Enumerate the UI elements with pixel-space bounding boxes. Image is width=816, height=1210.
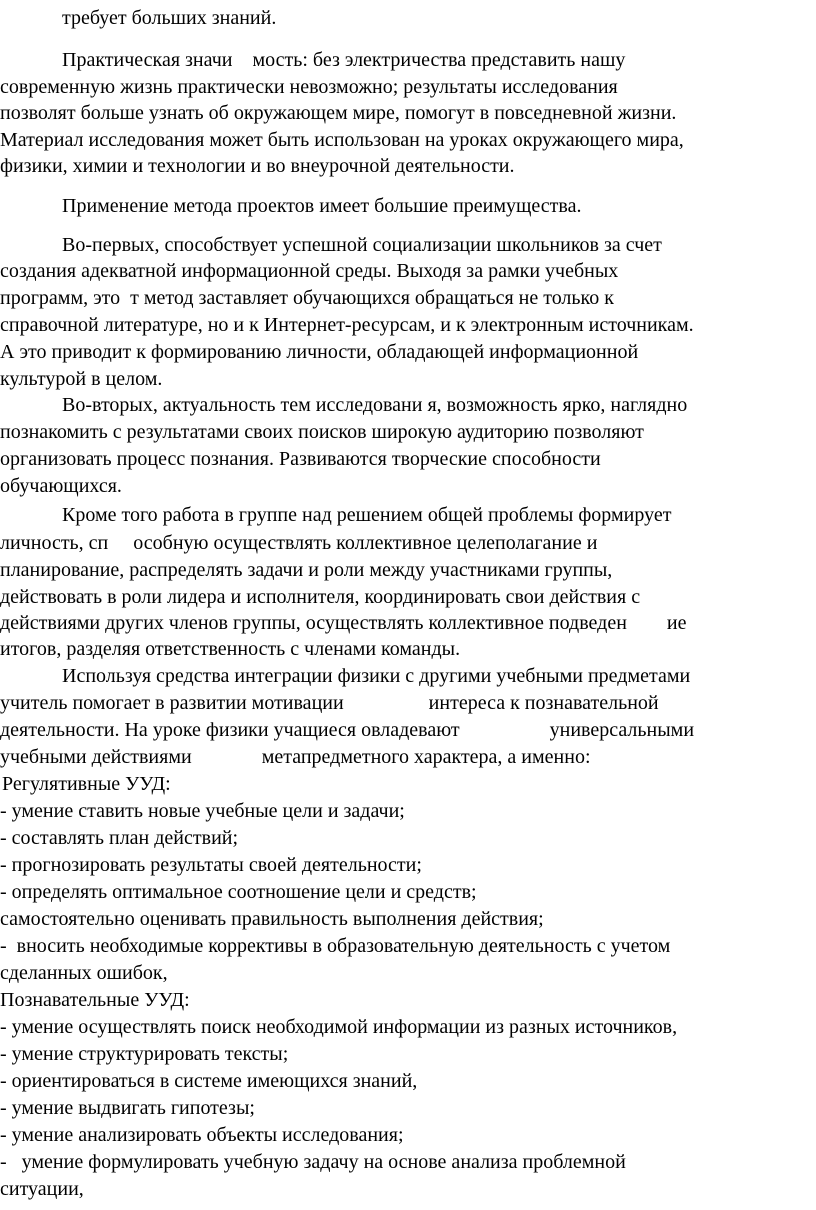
text-line: создания адекватной информационной среды. Выходя за рамки учебных — [0, 260, 619, 282]
text-line: требует больших знаний. — [62, 7, 277, 29]
text-line: физики, химии и технологии и во внеурочной деятельности. — [0, 155, 515, 177]
text-line: организовать процесс познания. Развиваются творческие способности — [0, 448, 601, 470]
list-item: - прогнозировать результаты своей деятельности; — [0, 854, 422, 876]
paragraph-project-method: Применение метода проектов имеет большие преимущества. — [62, 195, 582, 217]
heading-regulatory-uud: Регулятивные УУД: — [2, 773, 171, 795]
list-item: - вносить необходимые коррективы в образовательную деятельность с учетом — [0, 935, 671, 957]
list-item: самостоятельно оценивать правильность выполнения действия; — [0, 908, 544, 930]
paragraph-practical-significance: Практическая значи мость: без электричества представить нашу — [62, 49, 626, 71]
text-line: учитель помогает в развитии мотивации интереса к познавательной — [0, 692, 659, 714]
list-item: - составлять план действий; — [0, 827, 239, 849]
text-line: программ, это т метод заставляет обучающихся обращаться не только к — [0, 287, 614, 309]
text-line: культурой в целом. — [0, 368, 163, 390]
text-line: ситуации, — [0, 1178, 84, 1200]
text-line: справочной литературе, но и к Интернет-ресурсам, и к электронным источникам. — [0, 314, 694, 336]
paragraph-secondly: Во-вторых, актуальность тем исследовани я, возможность ярко, наглядно — [62, 394, 688, 416]
text-line: познакомить с результатами своих поисков широкую аудиторию позволяют — [0, 421, 644, 443]
list-item: - умение ставить новые учебные цели и задачи; — [0, 800, 405, 822]
text-line: сделанных ошибок, — [0, 962, 168, 984]
list-item: - умение осуществлять поиск необходимой информации из разных источников, — [0, 1016, 678, 1038]
text-line: обучающихся. — [0, 475, 122, 497]
list-item: - ориентироваться в системе имеющихся знаний, — [0, 1070, 418, 1092]
text-line: личность, сп особную осуществлять коллективное целеполагание и — [0, 532, 598, 554]
paragraph-firstly: Во-первых, способствует успешной социализации школьников за счет — [62, 234, 662, 256]
list-item: - умение анализировать объекты исследования; — [0, 1124, 404, 1146]
text-line: учебными действиями метапредметного характера, а именно: — [0, 746, 591, 768]
text-line: позволят больше узнать об окружающем мире, помогут в повседневной жизни. — [0, 102, 677, 124]
list-item: - умение структурировать тексты; — [0, 1043, 289, 1065]
heading-cognitive-uud: Познавательные УУД: — [0, 989, 190, 1011]
text-line: планирование, распределять задачи и роли между участниками группы, — [0, 559, 613, 581]
text-line: современную жизнь практически невозможно; результаты исследования — [0, 76, 618, 98]
text-line: деятельности. На уроке физики учащиеся овладевают универсальными — [0, 719, 695, 741]
list-item: - умение выдвигать гипотезы; — [0, 1097, 255, 1119]
text-line: действиями других членов группы, осуществлять коллективное подведен ие — [0, 612, 687, 634]
list-item: - умение формулировать учебную задачу на основе анализа проблемной — [0, 1151, 626, 1173]
text-line: А это приводит к формированию личности, обладающей информационной — [0, 341, 639, 363]
text-line: итогов, разделяя ответственность с членами команды. — [0, 638, 461, 660]
paragraph-group-work: Кроме того работа в группе над решением общей проблемы формирует — [62, 504, 672, 526]
list-item: - определять оптимальное соотношение цели и средств; — [0, 881, 477, 903]
text-line: действовать в роли лидера и исполнителя, координировать свои действия с — [0, 586, 641, 608]
paragraph-integration: Используя средства интеграции физики с другими учебными предметами — [62, 665, 691, 687]
text-line: Материал исследования может быть использован на уроках окружающего мира, — [0, 129, 684, 151]
